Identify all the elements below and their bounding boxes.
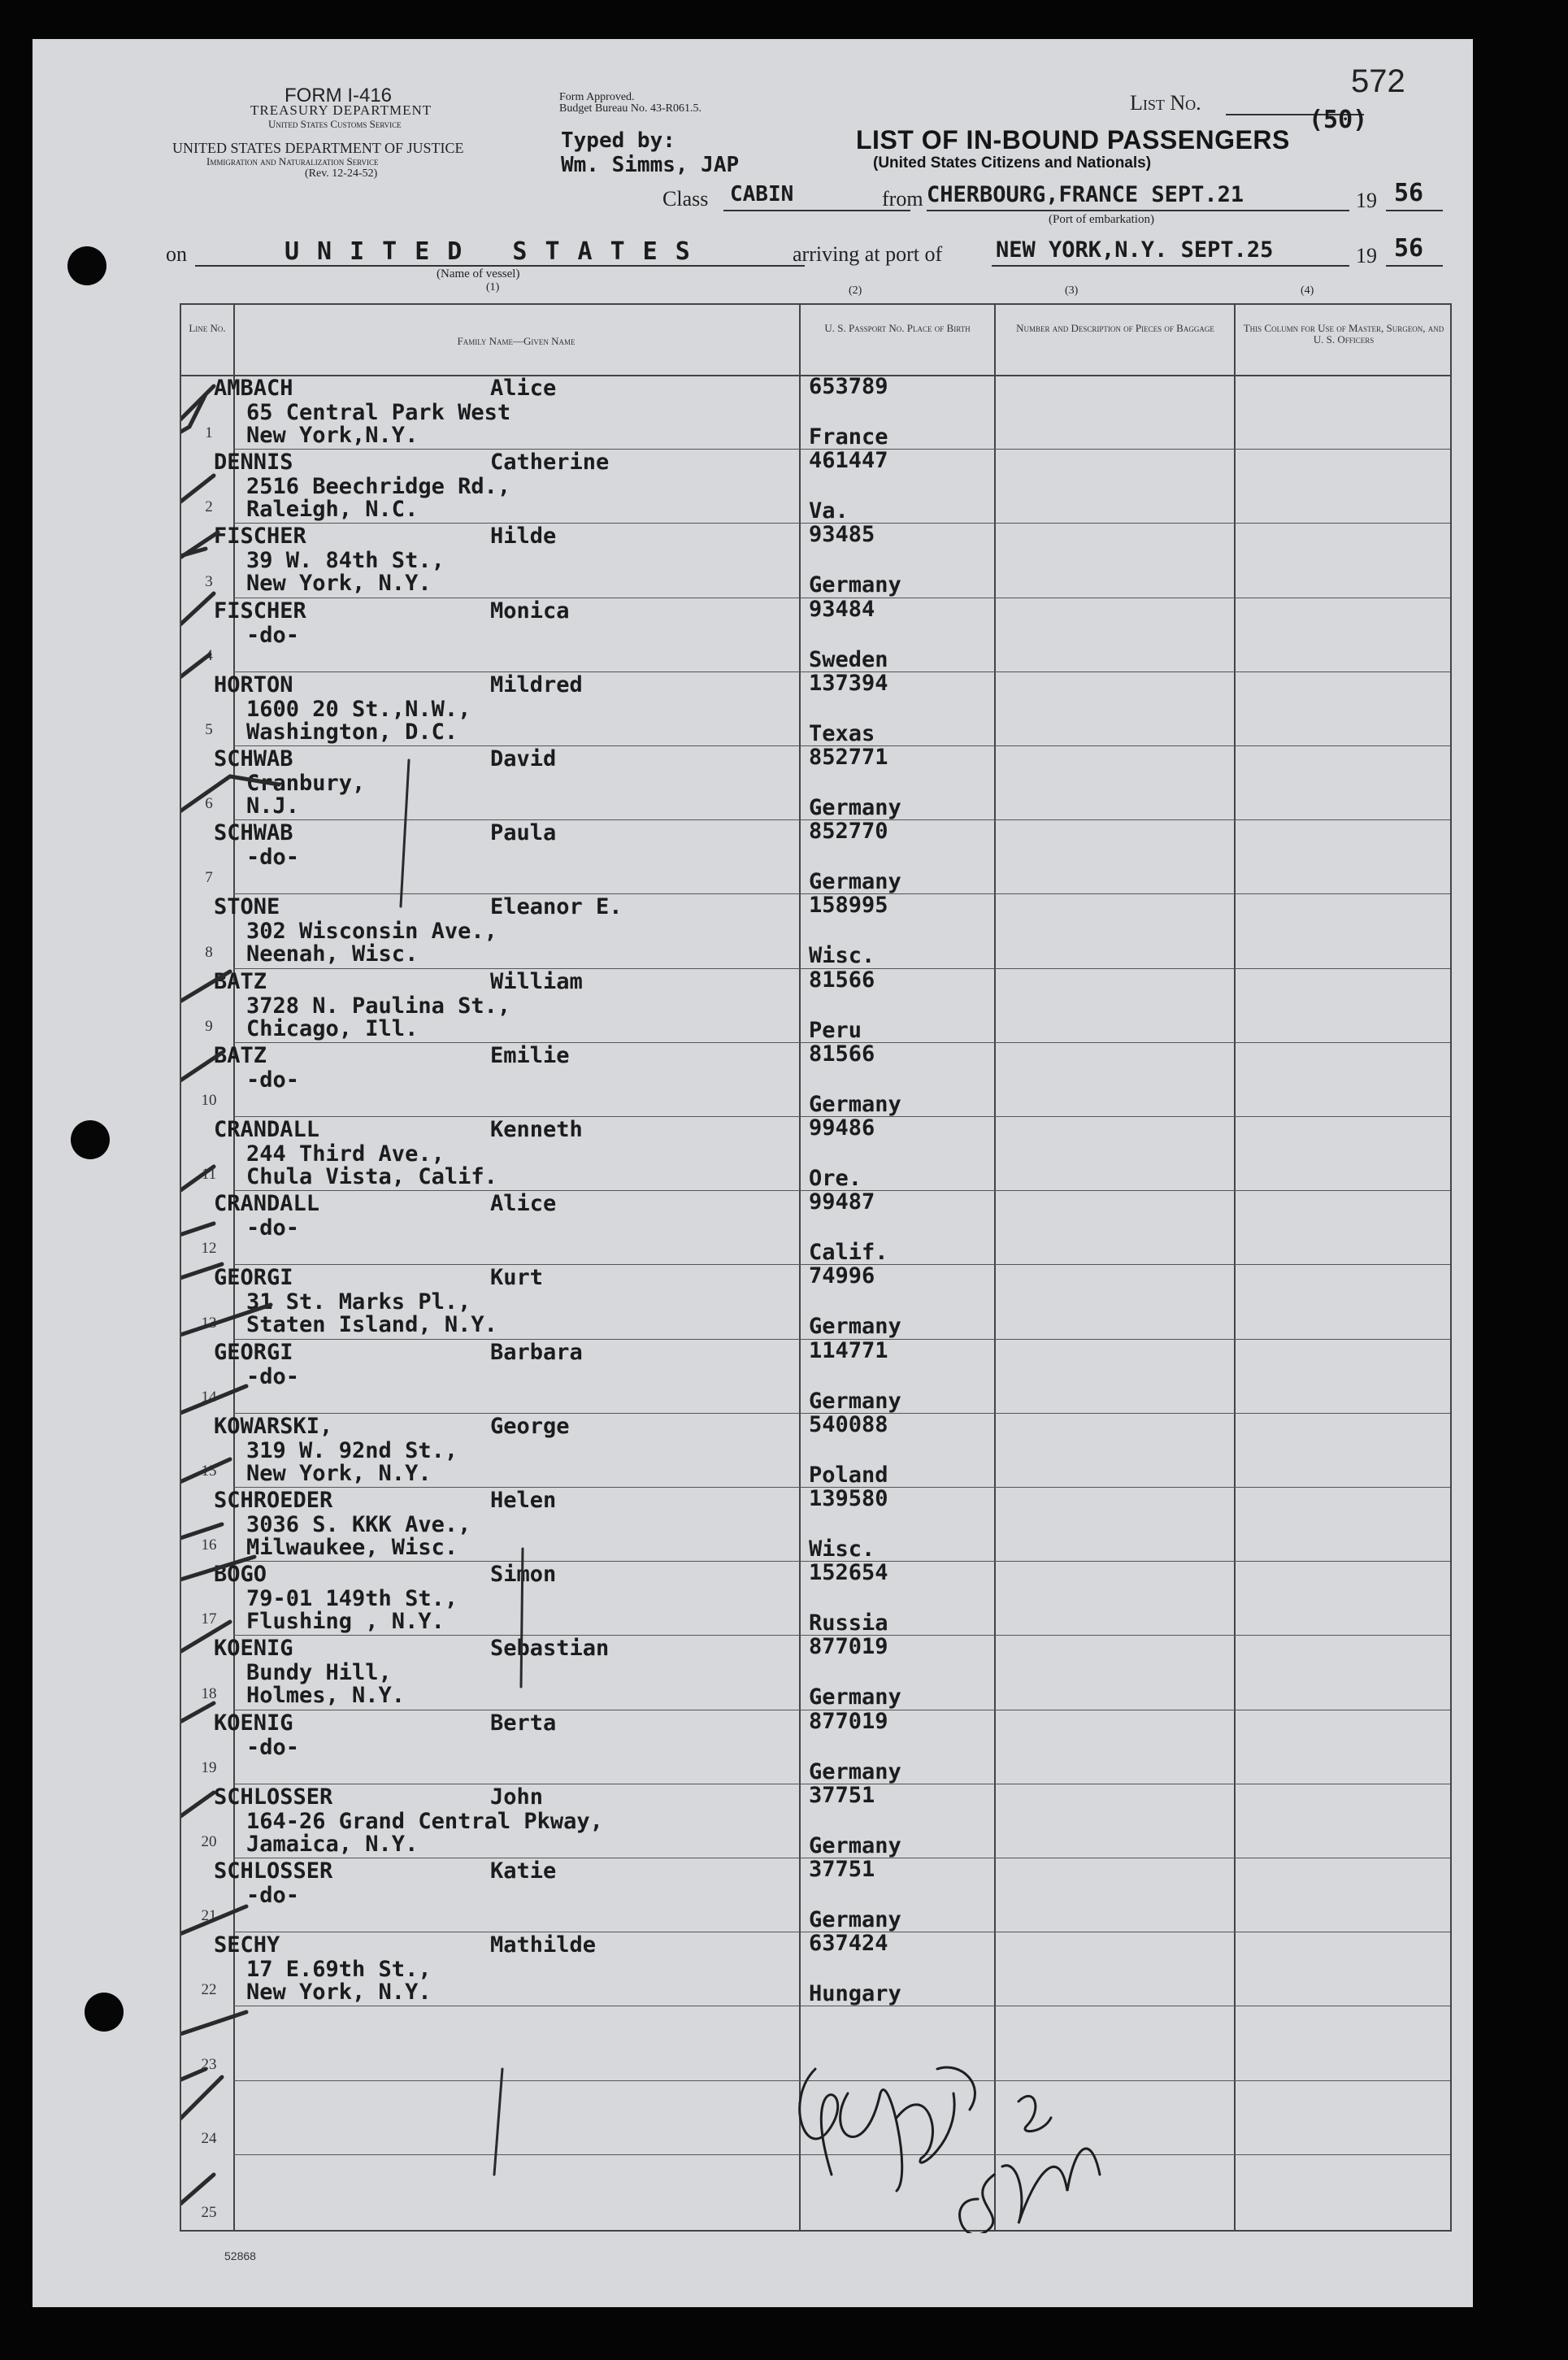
line-number: 12 xyxy=(201,1240,217,1258)
given-name: William xyxy=(490,968,583,994)
family-name: KOWARSKI, xyxy=(214,1413,333,1439)
address-line-1: -do- xyxy=(246,1363,300,1389)
place-of-birth: Germany xyxy=(809,1388,901,1414)
punch-hole-top xyxy=(67,246,106,285)
col-header-name: Family Name—Given Name xyxy=(457,335,576,347)
family-name: AMBACH xyxy=(214,376,293,401)
address-line-1: 39 W. 84th St., xyxy=(246,548,445,574)
passport-number: 852770 xyxy=(809,819,888,845)
line-number: 5 xyxy=(205,720,213,738)
address-line-1: 164-26 Grand Central Pkway, xyxy=(246,1808,603,1834)
list-subtitle: (United States Citizens and Nationals) xyxy=(873,154,1152,172)
on-label: on xyxy=(166,242,187,266)
line-number: 25 xyxy=(201,2203,217,2221)
line-number: 16 xyxy=(201,1536,217,1554)
address-line-1: 2516 Beechridge Rd., xyxy=(246,474,511,500)
family-name: KOENIG xyxy=(214,1636,293,1662)
place-of-birth: Germany xyxy=(809,1907,901,1932)
family-name: BATZ xyxy=(214,1042,267,1068)
line-number: 21 xyxy=(201,1907,217,1925)
passport-number: 37751 xyxy=(809,1782,875,1808)
punch-hole-bottom xyxy=(85,1993,124,2032)
place-of-birth: Germany xyxy=(809,1832,901,1858)
given-name: Mathilde xyxy=(490,1932,597,1958)
line-number: 13 xyxy=(201,1314,217,1332)
arrival-port: NEW YORK,N.Y. SEPT.25 xyxy=(996,237,1274,263)
line-number: 24 xyxy=(201,2129,217,2147)
address-line-1: -do- xyxy=(246,1067,300,1093)
family-name: BOGO xyxy=(214,1562,267,1588)
arrival-year-underline xyxy=(1386,265,1443,267)
given-name: Kurt xyxy=(490,1265,544,1291)
family-name: BATZ xyxy=(214,968,267,994)
given-name: Catherine xyxy=(490,450,610,476)
given-name: Eleanor E. xyxy=(490,894,623,920)
address-line-2: New York, N.Y. xyxy=(246,1980,432,2006)
class-value: CABIN xyxy=(730,182,794,206)
passport-number: 637424 xyxy=(809,1931,888,1957)
family-name: GEORGI xyxy=(214,1339,293,1365)
given-name: Kenneth xyxy=(490,1117,583,1142)
address-line-1: 302 Wisconsin Ave., xyxy=(246,919,497,945)
place-of-birth: Germany xyxy=(809,1314,901,1340)
passport-number: 81566 xyxy=(809,1041,875,1067)
place-of-birth: Wisc. xyxy=(809,943,875,969)
place-of-birth: Hungary xyxy=(809,1981,901,2007)
address-line-1: -do- xyxy=(246,845,300,871)
form-approved: Form Approved. xyxy=(559,91,635,103)
line-number: 14 xyxy=(201,1388,217,1406)
address-line-1: -do- xyxy=(246,1734,300,1760)
from-underline xyxy=(927,210,1349,211)
line-number: 1 xyxy=(205,424,213,442)
line-number: 9 xyxy=(205,1017,213,1035)
address-line-2: Holmes, N.Y. xyxy=(246,1683,406,1709)
vessel-label: (Name of vessel) xyxy=(437,267,520,280)
place-of-birth: Germany xyxy=(809,1091,901,1117)
passport-number: 137394 xyxy=(809,670,888,696)
family-name: CRANDALL xyxy=(214,1117,320,1142)
passport-number: 37751 xyxy=(809,1857,875,1882)
col-num-3: (3) xyxy=(1065,285,1079,297)
family-name: SCHWAB xyxy=(214,746,293,771)
given-name: Alice xyxy=(490,376,557,401)
port-embarkation-label: (Port of embarkation) xyxy=(1049,213,1154,226)
address-line-1: 244 Third Ave., xyxy=(246,1141,445,1167)
address-line-2: N.J. xyxy=(246,793,300,819)
address-line-1: 3728 N. Paulina St., xyxy=(246,993,511,1019)
given-name: David xyxy=(490,746,557,771)
given-name: Monica xyxy=(490,598,570,624)
address-line-1: 79-01 149th St., xyxy=(246,1586,458,1612)
place-of-birth: Calif. xyxy=(809,1240,888,1266)
col-header-passport: U. S. Passport No. Place of Birth xyxy=(824,322,971,334)
given-name: Hilde xyxy=(490,524,557,550)
passport-number: 877019 xyxy=(809,1634,888,1660)
passport-number: 852771 xyxy=(809,745,888,770)
line-number: 18 xyxy=(201,1684,217,1702)
place-of-birth: Germany xyxy=(809,572,901,598)
from-label: from xyxy=(882,187,923,211)
family-name: FISCHER xyxy=(214,598,306,624)
passport-number: 81566 xyxy=(809,967,875,993)
place-of-birth: Germany xyxy=(809,869,901,895)
passport-number: 653789 xyxy=(809,374,888,399)
revision-date: (Rev. 12-24-52) xyxy=(305,167,378,180)
passport-number: 152654 xyxy=(809,1560,888,1586)
class-label: Class xyxy=(662,187,709,211)
col-header-officers: This Column for Use of Master, Surgeon, and U. S. Officers xyxy=(1243,322,1444,346)
address-line-2: Flushing , N.Y. xyxy=(246,1609,445,1635)
place-of-birth: France xyxy=(809,424,888,450)
passport-number: 158995 xyxy=(809,893,888,919)
vessel-name: UNITED STATES xyxy=(284,237,708,266)
address-line-2: Chula Vista, Calif. xyxy=(246,1164,497,1189)
customs-service: United States Customs Service xyxy=(268,118,402,130)
line-number: 23 xyxy=(201,2055,217,2073)
from-year-underline xyxy=(1386,210,1443,211)
manifest-sheet xyxy=(33,39,1473,2307)
col-header-baggage: Number and Description of Pieces of Baggage xyxy=(1016,322,1214,334)
address-line-1: 1600 20 St.,N.W., xyxy=(246,696,471,722)
address-line-2: New York,N.Y. xyxy=(246,423,419,448)
family-name: HORTON xyxy=(214,671,293,698)
address-line-1: -do- xyxy=(246,1883,300,1908)
arrival-year-prefix: 19 xyxy=(1356,244,1377,267)
place-of-birth: Germany xyxy=(809,1758,901,1784)
place-of-birth: Wisc. xyxy=(809,1536,875,1562)
punch-hole-middle xyxy=(71,1120,110,1159)
family-name: KOENIG xyxy=(214,1710,293,1736)
family-name: SCHWAB xyxy=(214,820,293,846)
passport-number: 74996 xyxy=(809,1263,875,1289)
passenger-table xyxy=(180,303,1452,2232)
list-sub-number: (50) xyxy=(1309,106,1368,134)
form-code: 52868 xyxy=(224,2249,256,2262)
given-name: Mildred xyxy=(490,671,583,698)
family-name: STONE xyxy=(214,894,280,920)
place-of-birth: Ore. xyxy=(809,1166,862,1191)
address-line-1: 3036 S. KKK Ave., xyxy=(246,1512,471,1537)
passport-number: 99486 xyxy=(809,1115,875,1141)
address-line-2: Neenah, Wisc. xyxy=(246,941,419,967)
arrival-year: 56 xyxy=(1394,234,1424,263)
col-num-4: (4) xyxy=(1301,285,1314,297)
passport-number: 99487 xyxy=(809,1189,875,1215)
passport-number: 93485 xyxy=(809,522,875,548)
address-line-1: Cranbury, xyxy=(246,771,366,796)
line-number: 19 xyxy=(201,1758,217,1776)
given-name: Emilie xyxy=(490,1042,570,1068)
form-number: FORM I-416 xyxy=(284,85,393,106)
address-line-2: Raleigh, N.C. xyxy=(246,497,419,523)
given-name: Helen xyxy=(490,1488,557,1513)
line-number: 8 xyxy=(205,943,213,961)
given-name: Berta xyxy=(490,1710,557,1736)
address-line-2: Washington, D.C. xyxy=(246,719,458,745)
place-of-birth: Texas xyxy=(809,720,875,746)
treasury-department: TREASURY DEPARTMENT xyxy=(250,102,432,118)
line-number: 17 xyxy=(201,1610,217,1628)
family-name: GEORGI xyxy=(214,1265,293,1291)
address-line-2: Milwaukee, Wisc. xyxy=(246,1535,458,1560)
budget-bureau: Budget Bureau No. 43-R061.5. xyxy=(559,102,701,115)
col-header-line: Line No. xyxy=(189,322,226,334)
place-of-birth: Va. xyxy=(809,498,849,524)
passport-number: 114771 xyxy=(809,1337,888,1363)
department-of-justice: UNITED STATES DEPARTMENT OF JUSTICE xyxy=(172,140,464,156)
place-of-birth: Sweden xyxy=(809,646,888,672)
list-title: LIST OF IN-BOUND PASSENGERS xyxy=(856,125,1290,154)
place-of-birth: Germany xyxy=(809,1684,901,1710)
typed-by-label: Typed by: xyxy=(561,128,675,153)
address-line-1: 65 Central Park West xyxy=(246,400,511,425)
given-name: Alice xyxy=(490,1191,557,1217)
address-line-2: New York, N.Y. xyxy=(246,1460,432,1486)
given-name: Simon xyxy=(490,1562,557,1588)
from-year-prefix: 19 xyxy=(1356,189,1377,212)
address-line-2: New York, N.Y. xyxy=(246,571,432,597)
address-line-1: -do- xyxy=(246,1215,300,1241)
list-no-label: List No. xyxy=(1130,91,1201,115)
line-number: 15 xyxy=(201,1462,217,1480)
family-name: CRANDALL xyxy=(214,1191,320,1217)
passport-number: 461447 xyxy=(809,448,888,474)
ins-service: Immigration and Naturalization Service xyxy=(206,155,379,167)
passport-number: 877019 xyxy=(809,1708,888,1734)
family-name: SECHY xyxy=(214,1932,280,1958)
arriving-label: arriving at port of xyxy=(793,242,943,266)
address-line-1: 17 E.69th St., xyxy=(246,1957,432,1983)
family-name: SCHLOSSER xyxy=(214,1858,333,1884)
list-number: 572 xyxy=(1351,63,1405,99)
given-name: Katie xyxy=(490,1858,557,1884)
family-name: FISCHER xyxy=(214,524,306,550)
passport-number: 93484 xyxy=(809,596,875,622)
given-name: Sebastian xyxy=(490,1636,610,1662)
line-number: 7 xyxy=(205,869,213,887)
place-of-birth: Poland xyxy=(809,1462,888,1488)
given-name: Barbara xyxy=(490,1339,583,1365)
address-line-2: Jamaica, N.Y. xyxy=(246,1831,419,1857)
address-line-2: Chicago, Ill. xyxy=(246,1015,419,1041)
place-of-birth: Russia xyxy=(809,1610,888,1636)
line-number: 20 xyxy=(201,1832,217,1850)
line-number: 10 xyxy=(201,1091,217,1109)
col-num-2: (2) xyxy=(849,285,862,297)
from-year: 56 xyxy=(1394,179,1424,207)
passport-number: 540088 xyxy=(809,1411,888,1437)
col-num-1: (1) xyxy=(486,281,500,293)
given-name: George xyxy=(490,1413,570,1439)
line-number: 2 xyxy=(205,498,213,516)
given-name: Paula xyxy=(490,820,557,846)
line-number: 6 xyxy=(205,795,213,813)
place-of-birth: Germany xyxy=(809,795,901,820)
line-number: 22 xyxy=(201,1981,217,1999)
place-of-birth: Peru xyxy=(809,1017,862,1043)
family-name: DENNIS xyxy=(214,450,293,476)
address-line-1: 319 W. 92nd St., xyxy=(246,1437,458,1463)
passport-number: 139580 xyxy=(809,1486,888,1511)
address-line-1: 31 St. Marks Pl., xyxy=(246,1289,471,1315)
line-number: 3 xyxy=(205,572,213,590)
typed-by-value: Wm. Simms, JAP xyxy=(561,153,740,177)
checkmark-annotations xyxy=(181,305,1453,2233)
address-line-1: -do- xyxy=(246,622,300,648)
line-number: 4 xyxy=(205,646,213,664)
line-number: 11 xyxy=(201,1166,217,1184)
embarkation-value: CHERBOURG,FRANCE SEPT.21 xyxy=(927,182,1244,207)
given-name: John xyxy=(490,1784,544,1810)
family-name: SCHLOSSER xyxy=(214,1784,333,1810)
address-line-1: Bundy Hill, xyxy=(246,1660,392,1686)
address-line-2: Staten Island, N.Y. xyxy=(246,1312,497,1338)
arrival-underline xyxy=(992,265,1349,267)
family-name: SCHROEDER xyxy=(214,1488,333,1513)
